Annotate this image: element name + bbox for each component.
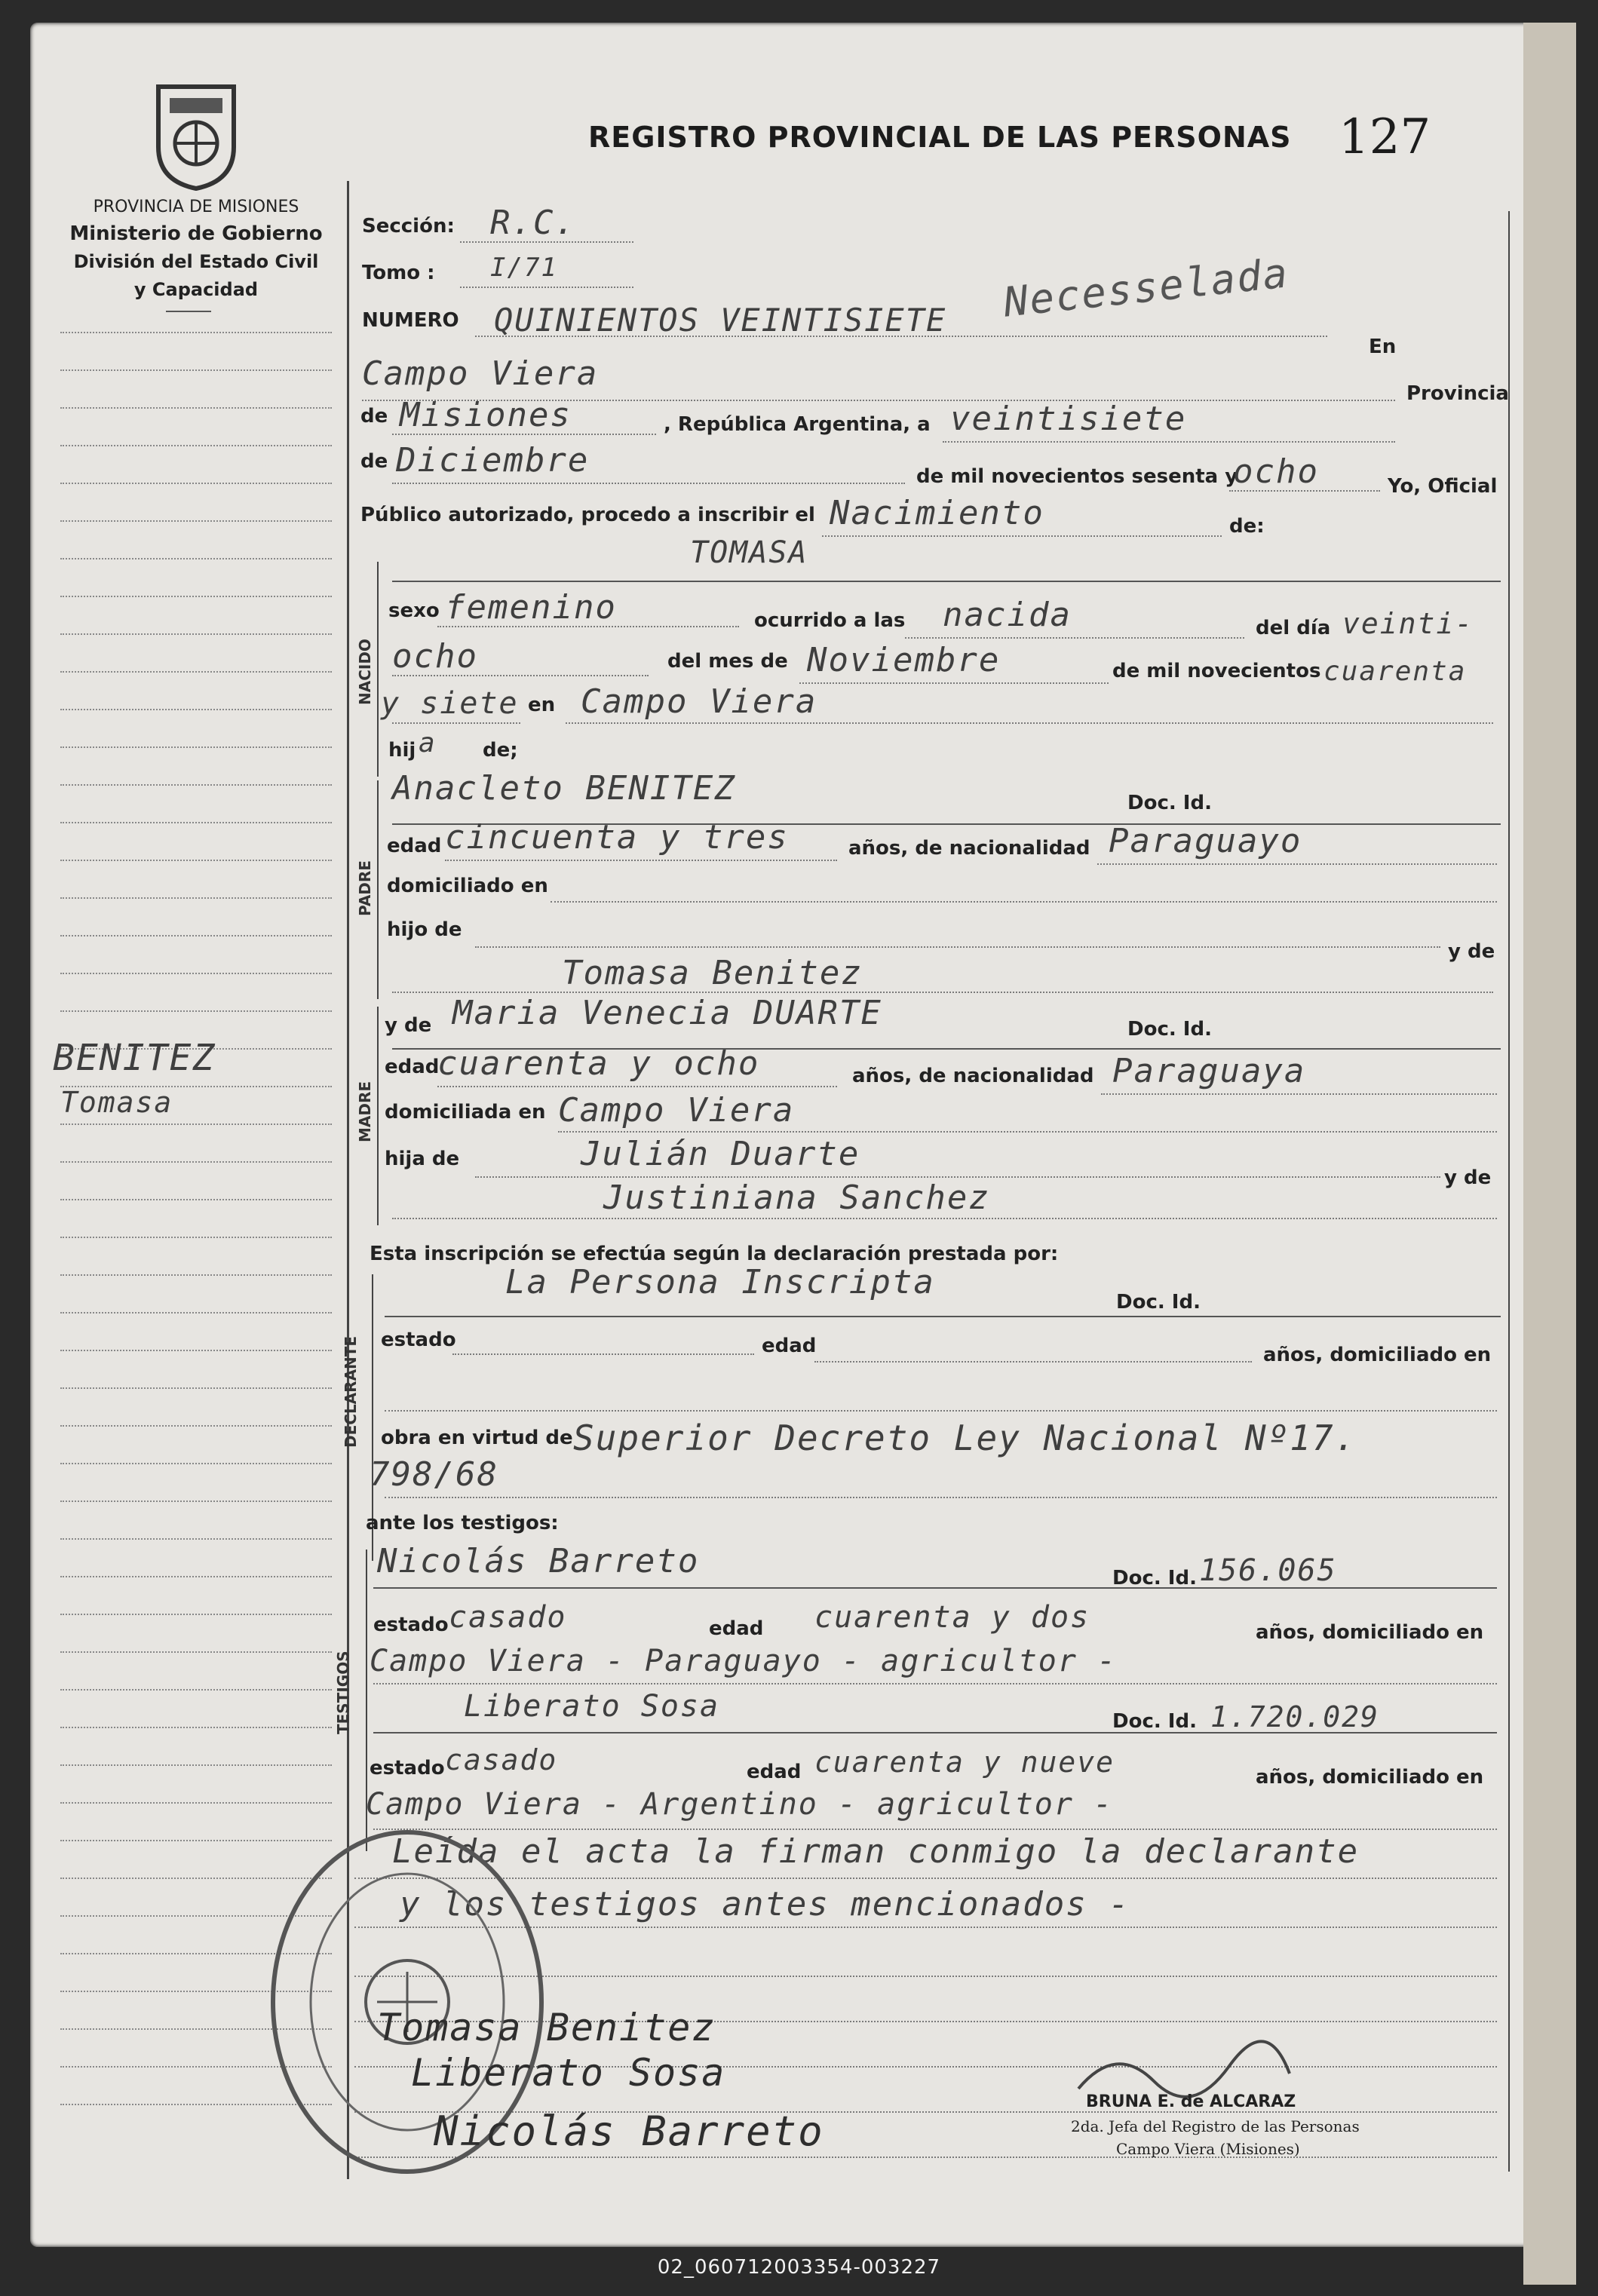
madre-edad-label: edad [385, 1056, 440, 1078]
signature-liberato: Liberato Sosa [411, 2051, 726, 2095]
testigo2-estado: casado [445, 1743, 558, 1776]
testigo1-doc: 156.065 [1199, 1553, 1337, 1588]
yo-label: Yo, Oficial [1388, 475, 1498, 498]
de-label-2: de [360, 450, 388, 473]
oficial-title: 2da. Jefa del Registro de las Personas [1071, 2117, 1360, 2135]
madre-dom-value: Campo Viera [558, 1091, 795, 1130]
mil-label-nac: de mil novecientos [1112, 660, 1321, 682]
mes-value-nac: Noviembre [807, 641, 1001, 679]
declarante-edad-label: edad [762, 1335, 817, 1357]
madre-yde-label: y de [385, 1014, 432, 1037]
publico-label: Público autorizado, procedo a inscribir el [360, 504, 815, 526]
madre-hija-label: hija de [385, 1148, 460, 1170]
testigo2-estado-label: estado [370, 1757, 445, 1779]
testigo1-edad: cuarenta y dos [814, 1600, 1090, 1635]
signature-nicolas: Nicolás Barreto [434, 2107, 824, 2155]
signature-tomasa: Tomasa Benitez [377, 2006, 716, 2049]
madre-edad-value: cuarenta y ocho [437, 1044, 760, 1083]
seccion-label: Sección: [362, 215, 455, 238]
testigo2-nombre: Liberato Sosa [464, 1689, 720, 1724]
testigo1-dom: Campo Viera - Paraguayo - agricultor - [370, 1644, 1118, 1678]
testigo1-edad-label: edad [709, 1617, 764, 1640]
provincia-label: Provincia [1406, 382, 1509, 405]
dia-value-b: ocho [392, 637, 478, 676]
margin-note-name: Tomasa [60, 1086, 173, 1119]
testigo2-edad-label: edad [747, 1761, 802, 1783]
anio-value: ocho [1233, 452, 1319, 491]
lugar-value: Campo Viera [362, 354, 599, 393]
padre-hijo-label: hijo de [387, 918, 462, 941]
header-divider [166, 311, 211, 312]
tomo-value: I/71 [490, 253, 558, 283]
declarante-intro: Esta inscripción se efectúa según la declaración prestada por: [370, 1243, 1059, 1265]
madre-nombre-value: Maria Venecia DUARTE [452, 994, 882, 1032]
image-id-footer: 02_060712003354-003227 [657, 2256, 941, 2279]
ocurrido-label: ocurrido a las [754, 609, 906, 632]
testigos-texto-1: Leída el acta la firman conmigo la declarante [392, 1832, 1360, 1871]
padre-nombre-value: Anacleto BENITEZ [392, 769, 736, 808]
declarante-obra-value-b: 798/68 [370, 1455, 498, 1494]
register-title: REGISTRO PROVINCIAL DE LAS PERSONAS [588, 121, 1292, 154]
en-label: En [1369, 336, 1397, 358]
padre-nac-label: años, de nacionalidad [848, 837, 1090, 860]
madre-yde2-label: y de [1444, 1166, 1492, 1189]
provincia-value: Misiones [400, 396, 572, 434]
testigo2-doc: 1.720.029 [1210, 1700, 1379, 1733]
testigo1-nombre: Nicolás Barreto [377, 1542, 700, 1580]
madre-padre-value: Julián Duarte [581, 1135, 860, 1173]
testigos-intro: ante los testigos: [366, 1512, 559, 1534]
madre-section-label: MADRE [356, 1081, 374, 1142]
testigo2-doc-label: Doc. Id. [1112, 1710, 1197, 1733]
madre-nac-value: Paraguaya [1112, 1052, 1306, 1090]
del-dia-label: del día [1256, 617, 1331, 639]
sexo-value: femenino [445, 588, 617, 627]
division-label: División del Estado Civil [73, 251, 319, 272]
mil-label: de mil novecientos sesenta y [916, 465, 1238, 488]
hij-de-label: de; [483, 739, 518, 762]
testigo1-doc-label: Doc. Id. [1112, 1567, 1197, 1589]
numero-label: NUMERO [362, 309, 459, 332]
dia-value-a: veinti- [1342, 607, 1474, 640]
hij-suffix: a [419, 728, 437, 759]
padre-doc-label: Doc. Id. [1127, 792, 1212, 814]
padre-edad-value: cincuenta y tres [445, 818, 789, 857]
hora-value: nacida [943, 596, 1072, 634]
nacido-section-label: NACIDO [356, 639, 374, 705]
seccion-value: R.C. [490, 204, 576, 242]
de-label: de [360, 405, 388, 428]
acto-value: Nacimiento [830, 494, 1044, 532]
hij-label: hij [388, 739, 416, 762]
madre-doc-label: Doc. Id. [1127, 1018, 1212, 1041]
ministry-label: Ministerio de Gobierno [69, 222, 323, 245]
testigo1-estado-label: estado [373, 1614, 449, 1636]
right-rule [1508, 211, 1510, 2172]
testigo2-anios-label: años, domiciliado en [1256, 1766, 1484, 1789]
province-shield-icon [143, 79, 249, 192]
numero-value: QUINIENTOS VEINTISIETE [494, 302, 947, 339]
de2-label: de: [1229, 515, 1265, 538]
declarante-anios-label: años, domiciliado en [1263, 1344, 1492, 1366]
padre-madre-value: Tomasa Benitez [562, 954, 863, 992]
declarante-section-label: DECLARANTE [342, 1335, 360, 1448]
declarante-obra-label: obra en virtud de [381, 1427, 573, 1449]
republica-label: , República Argentina, a [664, 413, 931, 436]
mes-label: del mes de [667, 650, 788, 673]
testigo2-dom: Campo Viera - Argentino - agricultor - [366, 1787, 1114, 1822]
padre-dom-label: domiciliado en [387, 875, 548, 897]
padre-nac-value: Paraguayo [1109, 822, 1302, 860]
declarante-estado-label: estado [381, 1329, 456, 1351]
oficial-place: Campo Viera (Misiones) [1116, 2140, 1300, 2158]
page-number: 127 [1339, 109, 1431, 165]
declarante-doc-label: Doc. Id. [1116, 1291, 1201, 1314]
declarante-obra-value: Superior Decreto Ley Nacional Nº17. [573, 1418, 1357, 1458]
lugar-value-nac: Campo Viera [581, 682, 817, 721]
mes-value: Diciembre [396, 441, 590, 480]
madre-madre-value: Justiniana Sanchez [603, 1179, 990, 1217]
madre-nac-label: años, de nacionalidad [852, 1065, 1094, 1087]
padre-yde-label: y de [1448, 940, 1495, 963]
official-signature-top: Necesselada [1001, 249, 1291, 326]
dia-value: veintisiete [950, 400, 1187, 438]
capacidad-label: y Capacidad [133, 279, 259, 300]
padre-section-label: PADRE [356, 860, 374, 916]
anio-value-a: cuarenta [1323, 656, 1467, 687]
tomo-label: Tomo : [362, 262, 435, 284]
testigos-section-label: TESTIGOS [334, 1651, 352, 1734]
oficial-name: BRUNA E. de ALCARAZ [1086, 2092, 1296, 2111]
province-label: PROVINCIA DE MISIONES [93, 198, 299, 216]
book-spine [1523, 23, 1576, 2285]
margin-note-surname: BENITEZ [53, 1037, 216, 1079]
testigo2-edad: cuarenta y nueve [814, 1746, 1115, 1779]
padre-edad-label: edad [387, 835, 442, 857]
en-label-nac: en [528, 694, 556, 716]
declarante-nombre-value: La Persona Inscripta [505, 1263, 935, 1301]
anio-value-b: y siete [381, 686, 519, 721]
nombre-value: TOMASA [690, 535, 808, 570]
testigo1-estado: casado [449, 1600, 567, 1635]
sexo-label: sexo [388, 599, 440, 622]
testigos-texto-2: y los testigos antes mencionados - [400, 1885, 1130, 1924]
testigo1-anios-label: años, domiciliado en [1256, 1621, 1484, 1644]
madre-dom-label: domiciliada en [385, 1101, 546, 1123]
